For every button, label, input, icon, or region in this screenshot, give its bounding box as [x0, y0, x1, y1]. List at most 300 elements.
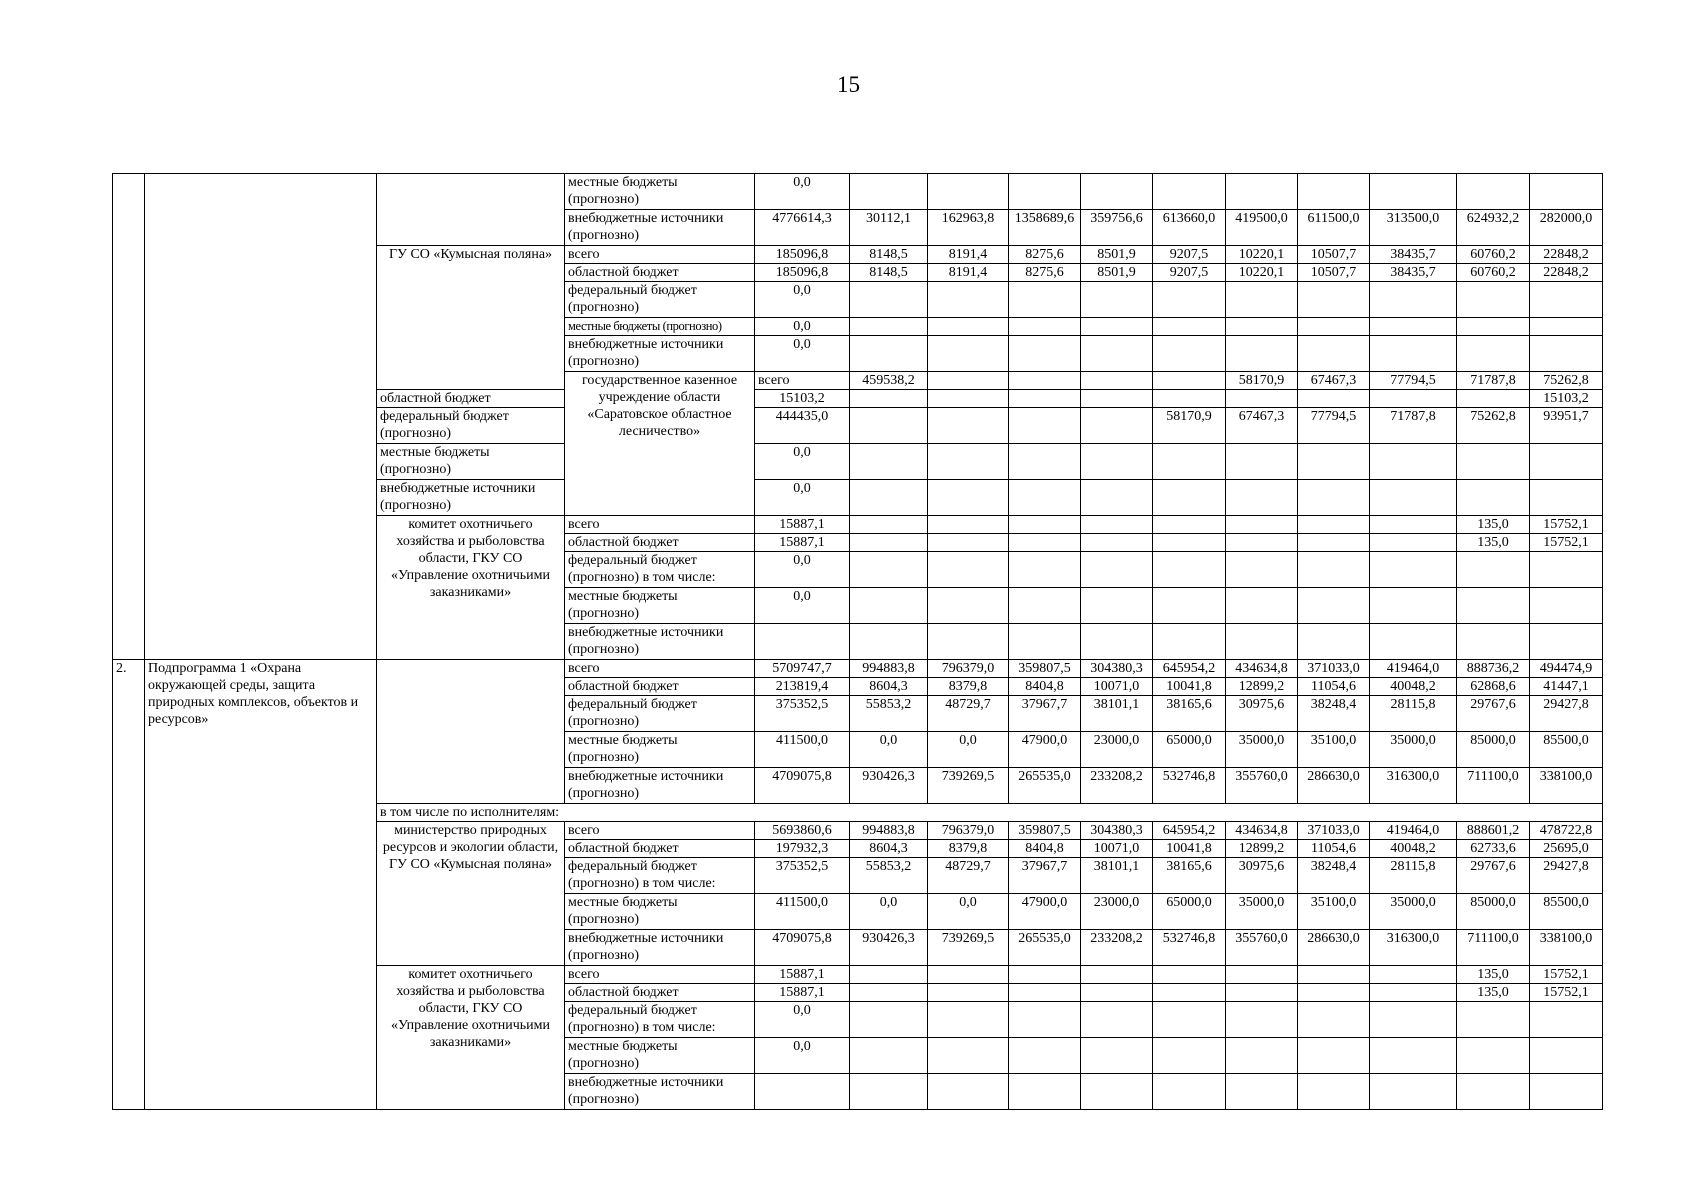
value-cell — [850, 552, 928, 588]
executor-cell: комитет охотничьего хозяйства и рыболовства области, ГКУ СО «Управление охотничьими заказниками» — [377, 516, 565, 660]
value-cell — [1370, 336, 1457, 372]
value-cell: 419500,0 — [1226, 210, 1298, 246]
value-cell: 0,0 — [755, 480, 850, 516]
value-cell — [1153, 282, 1226, 318]
value-cell: 38101,1 — [1081, 858, 1153, 894]
value-cell — [1457, 390, 1530, 408]
value-cell — [850, 336, 928, 372]
value-cell — [1226, 336, 1298, 372]
value-cell: 15752,1 — [1530, 534, 1603, 552]
value-cell: 35000,0 — [1226, 732, 1298, 768]
value-cell — [1081, 552, 1153, 588]
value-cell: 10071,0 — [1081, 678, 1153, 696]
value-cell — [1298, 534, 1370, 552]
value-cell: 434634,8 — [1226, 660, 1298, 678]
source-cell: федеральный бюджет (прогнозно) в том числе: — [565, 1002, 755, 1038]
source-cell: всего — [565, 822, 755, 840]
value-cell — [1009, 390, 1081, 408]
value-cell: 22848,2 — [1530, 264, 1603, 282]
value-cell: 796379,0 — [928, 822, 1009, 840]
value-cell — [1226, 984, 1298, 1002]
value-cell — [1370, 390, 1457, 408]
value-cell: 15752,1 — [1530, 966, 1603, 984]
value-cell — [850, 390, 928, 408]
value-cell: 11054,6 — [1298, 840, 1370, 858]
value-cell — [1530, 1002, 1603, 1038]
value-cell — [1457, 444, 1530, 480]
value-cell: 65000,0 — [1153, 732, 1226, 768]
value-cell — [850, 174, 928, 210]
value-cell — [1226, 318, 1298, 336]
value-cell: 67467,3 — [1226, 408, 1298, 444]
source-cell: внебюджетные источники (прогнозно) — [565, 1074, 755, 1110]
program-title: Подпрограмма 1 «Охрана окружающей среды, защита природных комплексов, объектов и ресурсов» — [145, 660, 377, 1110]
value-cell: 611500,0 — [1298, 210, 1370, 246]
value-cell — [850, 480, 928, 516]
value-cell: 8275,6 — [1009, 246, 1081, 264]
value-cell — [1009, 624, 1081, 660]
value-cell: 213819,4 — [755, 678, 850, 696]
value-cell — [1298, 516, 1370, 534]
value-cell — [1370, 516, 1457, 534]
value-cell: 35000,0 — [1226, 894, 1298, 930]
value-cell — [928, 1074, 1009, 1110]
value-cell: 29767,6 — [1457, 696, 1530, 732]
value-cell: 23000,0 — [1081, 894, 1153, 930]
value-cell: 375352,5 — [755, 858, 850, 894]
value-cell: 135,0 — [1457, 516, 1530, 534]
value-cell — [755, 624, 850, 660]
value-cell: 10041,8 — [1153, 678, 1226, 696]
value-cell — [1298, 1002, 1370, 1038]
value-cell — [928, 174, 1009, 210]
value-cell: 8148,5 — [850, 246, 928, 264]
value-cell: 645954,2 — [1153, 822, 1226, 840]
value-cell — [1081, 984, 1153, 1002]
value-cell — [928, 552, 1009, 588]
value-cell: 15752,1 — [1530, 516, 1603, 534]
value-cell — [928, 966, 1009, 984]
value-cell — [1226, 1074, 1298, 1110]
value-cell: 8148,5 — [850, 264, 928, 282]
value-cell: 286630,0 — [1298, 768, 1370, 804]
value-cell — [850, 1074, 928, 1110]
value-cell — [1009, 1074, 1081, 1110]
value-cell — [1081, 588, 1153, 624]
value-cell: 0,0 — [755, 1002, 850, 1038]
source-cell: федеральный бюджет (прогнозно) — [565, 696, 755, 732]
value-cell — [1081, 516, 1153, 534]
value-cell: 613660,0 — [1153, 210, 1226, 246]
value-cell — [1298, 966, 1370, 984]
value-cell — [1530, 282, 1603, 318]
value-cell — [1009, 372, 1081, 390]
value-cell: 0,0 — [755, 336, 850, 372]
value-cell — [1298, 624, 1370, 660]
value-cell: 888736,2 — [1457, 660, 1530, 678]
value-cell — [1530, 1038, 1603, 1074]
row-number: 2. — [113, 660, 145, 1110]
value-cell: 0,0 — [755, 282, 850, 318]
value-cell — [1530, 174, 1603, 210]
value-cell: 58170,9 — [1226, 372, 1298, 390]
value-cell: 55853,2 — [850, 696, 928, 732]
source-cell: внебюджетные источники (прогнозно) — [565, 768, 755, 804]
value-cell: 22848,2 — [1530, 246, 1603, 264]
value-cell: 37967,7 — [1009, 696, 1081, 732]
value-cell: 185096,8 — [755, 264, 850, 282]
source-cell: федеральный бюджет (прогнозно) в том числе: — [565, 552, 755, 588]
value-cell: 40048,2 — [1370, 678, 1457, 696]
value-cell: 77794,5 — [1298, 408, 1370, 444]
executor-cell: комитет охотничьего хозяйства и рыболовства области, ГКУ СО «Управление охотничьими заказниками» — [377, 966, 565, 1110]
value-cell: 23000,0 — [1081, 732, 1153, 768]
value-cell: 0,0 — [755, 174, 850, 210]
source-cell: областной бюджет — [565, 984, 755, 1002]
value-cell — [928, 1002, 1009, 1038]
value-cell: 624932,2 — [1457, 210, 1530, 246]
value-cell — [928, 372, 1009, 390]
value-cell: 338100,0 — [1530, 768, 1603, 804]
value-cell — [1457, 174, 1530, 210]
value-cell — [1009, 516, 1081, 534]
value-cell: 28115,8 — [1370, 696, 1457, 732]
value-cell: 35100,0 — [1298, 894, 1370, 930]
value-cell: 10507,7 — [1298, 264, 1370, 282]
value-cell: 15887,1 — [755, 966, 850, 984]
value-cell — [850, 516, 928, 534]
program-name-cell-empty — [145, 174, 377, 660]
value-cell: 11054,6 — [1298, 678, 1370, 696]
value-cell — [1457, 1002, 1530, 1038]
value-cell — [1226, 966, 1298, 984]
value-cell: 411500,0 — [755, 894, 850, 930]
value-cell — [850, 318, 928, 336]
value-cell — [1370, 534, 1457, 552]
value-cell — [1081, 1074, 1153, 1110]
value-cell — [928, 624, 1009, 660]
value-cell: 197932,3 — [755, 840, 850, 858]
source-cell: местные бюджеты (прогнозно) — [565, 318, 755, 336]
value-cell — [1370, 480, 1457, 516]
value-cell: 711100,0 — [1457, 930, 1530, 966]
value-cell — [928, 282, 1009, 318]
value-cell: 58170,9 — [1153, 408, 1226, 444]
value-cell — [1457, 1074, 1530, 1110]
value-cell: 0,0 — [755, 1038, 850, 1074]
executor-cell: ГУ СО «Кумысная поляна» — [377, 246, 565, 390]
source-cell: областной бюджет — [565, 678, 755, 696]
value-cell — [1226, 516, 1298, 534]
value-cell — [928, 318, 1009, 336]
value-cell: 304380,3 — [1081, 822, 1153, 840]
value-cell — [1081, 444, 1153, 480]
value-cell — [1298, 984, 1370, 1002]
source-cell: местные бюджеты (прогнозно) — [565, 588, 755, 624]
value-cell: 10220,1 — [1226, 264, 1298, 282]
value-cell: 38165,6 — [1153, 858, 1226, 894]
value-cell: 47900,0 — [1009, 894, 1081, 930]
value-cell: 0,0 — [755, 588, 850, 624]
value-cell: 75262,8 — [1530, 372, 1603, 390]
value-cell — [1530, 336, 1603, 372]
source-cell: внебюджетные источники (прогнозно) — [565, 210, 755, 246]
value-cell — [928, 534, 1009, 552]
value-cell — [1530, 480, 1603, 516]
value-cell: 38101,1 — [1081, 696, 1153, 732]
source-cell: областной бюджет — [565, 840, 755, 858]
executors-subheader: в том числе по исполнителям: — [377, 804, 1603, 822]
source-cell: местные бюджеты (прогнозно) — [565, 174, 755, 210]
value-cell — [1457, 336, 1530, 372]
value-cell — [1370, 588, 1457, 624]
value-cell: 40048,2 — [1370, 840, 1457, 858]
value-cell: 8191,4 — [928, 246, 1009, 264]
value-cell: 10041,8 — [1153, 840, 1226, 858]
value-cell: 47900,0 — [1009, 732, 1081, 768]
value-cell: 135,0 — [1457, 534, 1530, 552]
value-cell: 9207,5 — [1153, 246, 1226, 264]
value-cell: 930426,3 — [850, 768, 928, 804]
value-cell — [1226, 534, 1298, 552]
value-cell: 8604,3 — [850, 840, 928, 858]
source-cell: всего — [565, 660, 755, 678]
executor-cell-empty — [377, 660, 565, 804]
value-cell — [1009, 408, 1081, 444]
value-cell: 4709075,8 — [755, 768, 850, 804]
row-number-cell-empty — [113, 174, 145, 660]
value-cell — [1370, 1074, 1457, 1110]
source-cell: областной бюджет — [565, 534, 755, 552]
value-cell — [1081, 390, 1153, 408]
value-cell: 85000,0 — [1457, 732, 1530, 768]
value-cell: 15103,2 — [1530, 390, 1603, 408]
value-cell — [1153, 516, 1226, 534]
value-cell — [1081, 318, 1153, 336]
value-cell — [1153, 1038, 1226, 1074]
value-cell: 15887,1 — [755, 984, 850, 1002]
value-cell — [1226, 624, 1298, 660]
value-cell: 15887,1 — [755, 516, 850, 534]
value-cell: 62868,6 — [1457, 678, 1530, 696]
value-cell: 12899,2 — [1226, 840, 1298, 858]
value-cell: 9207,5 — [1153, 264, 1226, 282]
value-cell: 135,0 — [1457, 984, 1530, 1002]
value-cell — [1081, 1002, 1153, 1038]
value-cell: 0,0 — [850, 894, 928, 930]
value-cell — [1457, 624, 1530, 660]
source-cell: областной бюджет — [377, 390, 565, 408]
value-cell: 739269,5 — [928, 930, 1009, 966]
executor-cell-empty — [377, 174, 565, 246]
value-cell: 355760,0 — [1226, 930, 1298, 966]
value-cell — [850, 1002, 928, 1038]
value-cell — [1009, 336, 1081, 372]
value-cell: 645954,2 — [1153, 660, 1226, 678]
value-cell — [1009, 552, 1081, 588]
value-cell — [928, 1038, 1009, 1074]
value-cell — [928, 480, 1009, 516]
value-cell: 29427,8 — [1530, 858, 1603, 894]
value-cell — [1298, 1038, 1370, 1074]
value-cell: 85500,0 — [1530, 732, 1603, 768]
value-cell: 8604,3 — [850, 678, 928, 696]
value-cell: 67467,3 — [1298, 372, 1370, 390]
value-cell: 233208,2 — [1081, 930, 1153, 966]
value-cell — [1153, 372, 1226, 390]
value-cell: 8379,8 — [928, 678, 1009, 696]
value-cell: 419464,0 — [1370, 660, 1457, 678]
value-cell — [1226, 444, 1298, 480]
value-cell — [1081, 966, 1153, 984]
value-cell — [1298, 336, 1370, 372]
value-cell — [1370, 174, 1457, 210]
value-cell: 5709747,7 — [755, 660, 850, 678]
value-cell — [1081, 534, 1153, 552]
value-cell — [1298, 282, 1370, 318]
value-cell: 48729,7 — [928, 696, 1009, 732]
value-cell: 15103,2 — [755, 390, 850, 408]
value-cell: 38165,6 — [1153, 696, 1226, 732]
value-cell — [1081, 480, 1153, 516]
value-cell: 185096,8 — [755, 246, 850, 264]
value-cell: 494474,9 — [1530, 660, 1603, 678]
value-cell — [1530, 318, 1603, 336]
value-cell: 15752,1 — [1530, 984, 1603, 1002]
value-cell: 8404,8 — [1009, 678, 1081, 696]
value-cell: 371033,0 — [1298, 660, 1370, 678]
value-cell: 0,0 — [755, 444, 850, 480]
value-cell: 162963,8 — [928, 210, 1009, 246]
source-cell: внебюджетные источники (прогнозно) — [565, 336, 755, 372]
value-cell — [1226, 480, 1298, 516]
value-cell: 0,0 — [755, 318, 850, 336]
value-cell — [1081, 174, 1153, 210]
value-cell: 60760,2 — [1457, 264, 1530, 282]
value-cell — [1153, 1002, 1226, 1038]
value-cell — [1457, 318, 1530, 336]
value-cell: 8275,6 — [1009, 264, 1081, 282]
value-cell: 888601,2 — [1457, 822, 1530, 840]
value-cell: 313500,0 — [1370, 210, 1457, 246]
value-cell — [1009, 588, 1081, 624]
value-cell: 25695,0 — [1530, 840, 1603, 858]
value-cell: 15887,1 — [755, 534, 850, 552]
value-cell: 62733,6 — [1457, 840, 1530, 858]
value-cell — [1298, 390, 1370, 408]
value-cell — [850, 966, 928, 984]
value-cell — [1457, 588, 1530, 624]
source-cell: всего — [565, 966, 755, 984]
value-cell — [928, 984, 1009, 1002]
value-cell: 233208,2 — [1081, 768, 1153, 804]
value-cell — [850, 444, 928, 480]
value-cell — [1153, 336, 1226, 372]
value-cell: 739269,5 — [928, 768, 1009, 804]
value-cell: 8191,4 — [928, 264, 1009, 282]
value-cell: 371033,0 — [1298, 822, 1370, 840]
value-cell: 796379,0 — [928, 660, 1009, 678]
value-cell: 411500,0 — [755, 732, 850, 768]
executor-cell: государственное казенное учреждение области «Саратовское областное лесничество» — [565, 372, 755, 516]
value-cell: 30975,6 — [1226, 858, 1298, 894]
value-cell: 55853,2 — [850, 858, 928, 894]
value-cell: 316300,0 — [1370, 930, 1457, 966]
source-cell: всего — [755, 372, 850, 390]
value-cell: 38435,7 — [1370, 246, 1457, 264]
value-cell — [1153, 966, 1226, 984]
source-cell: местные бюджеты (прогнозно) — [565, 732, 755, 768]
value-cell: 375352,5 — [755, 696, 850, 732]
source-cell: внебюджетные источники (прогнозно) — [565, 624, 755, 660]
value-cell — [1457, 552, 1530, 588]
value-cell: 419464,0 — [1370, 822, 1457, 840]
budget-table — [112, 173, 1603, 1110]
value-cell: 265535,0 — [1009, 930, 1081, 966]
value-cell — [850, 1038, 928, 1074]
value-cell — [928, 390, 1009, 408]
value-cell — [1009, 966, 1081, 984]
value-cell — [928, 444, 1009, 480]
value-cell: 478722,8 — [1530, 822, 1603, 840]
value-cell: 0,0 — [755, 552, 850, 588]
value-cell: 5693860,6 — [755, 822, 850, 840]
value-cell — [1153, 624, 1226, 660]
value-cell: 0,0 — [850, 732, 928, 768]
value-cell: 37967,7 — [1009, 858, 1081, 894]
source-cell: внебюджетные источники (прогнозно) — [565, 930, 755, 966]
value-cell — [1009, 1002, 1081, 1038]
value-cell — [1153, 588, 1226, 624]
value-cell: 359807,5 — [1009, 822, 1081, 840]
value-cell: 85000,0 — [1457, 894, 1530, 930]
value-cell: 282000,0 — [1530, 210, 1603, 246]
value-cell: 4776614,3 — [755, 210, 850, 246]
value-cell — [1370, 318, 1457, 336]
value-cell: 265535,0 — [1009, 768, 1081, 804]
value-cell: 65000,0 — [1153, 894, 1226, 930]
value-cell — [1009, 174, 1081, 210]
value-cell — [1370, 966, 1457, 984]
value-cell: 30975,6 — [1226, 696, 1298, 732]
value-cell — [1081, 624, 1153, 660]
value-cell — [1298, 174, 1370, 210]
value-cell — [1370, 984, 1457, 1002]
value-cell — [1153, 552, 1226, 588]
value-cell — [1153, 480, 1226, 516]
value-cell: 444435,0 — [755, 408, 850, 444]
value-cell — [1457, 282, 1530, 318]
source-cell: местные бюджеты (прогнозно) — [377, 444, 565, 480]
value-cell: 35000,0 — [1370, 732, 1457, 768]
value-cell — [1530, 624, 1603, 660]
value-cell: 77794,5 — [1370, 372, 1457, 390]
value-cell — [1009, 444, 1081, 480]
value-cell: 29767,6 — [1457, 858, 1530, 894]
value-cell: 10071,0 — [1081, 840, 1153, 858]
value-cell — [1081, 336, 1153, 372]
value-cell: 85500,0 — [1530, 894, 1603, 930]
value-cell — [1530, 1074, 1603, 1110]
value-cell — [1226, 282, 1298, 318]
value-cell — [1153, 444, 1226, 480]
value-cell: 4709075,8 — [755, 930, 850, 966]
value-cell: 10507,7 — [1298, 246, 1370, 264]
value-cell — [1153, 1074, 1226, 1110]
value-cell: 41447,1 — [1530, 678, 1603, 696]
source-cell: местные бюджеты (прогнозно) — [565, 894, 755, 930]
value-cell — [1081, 282, 1153, 318]
